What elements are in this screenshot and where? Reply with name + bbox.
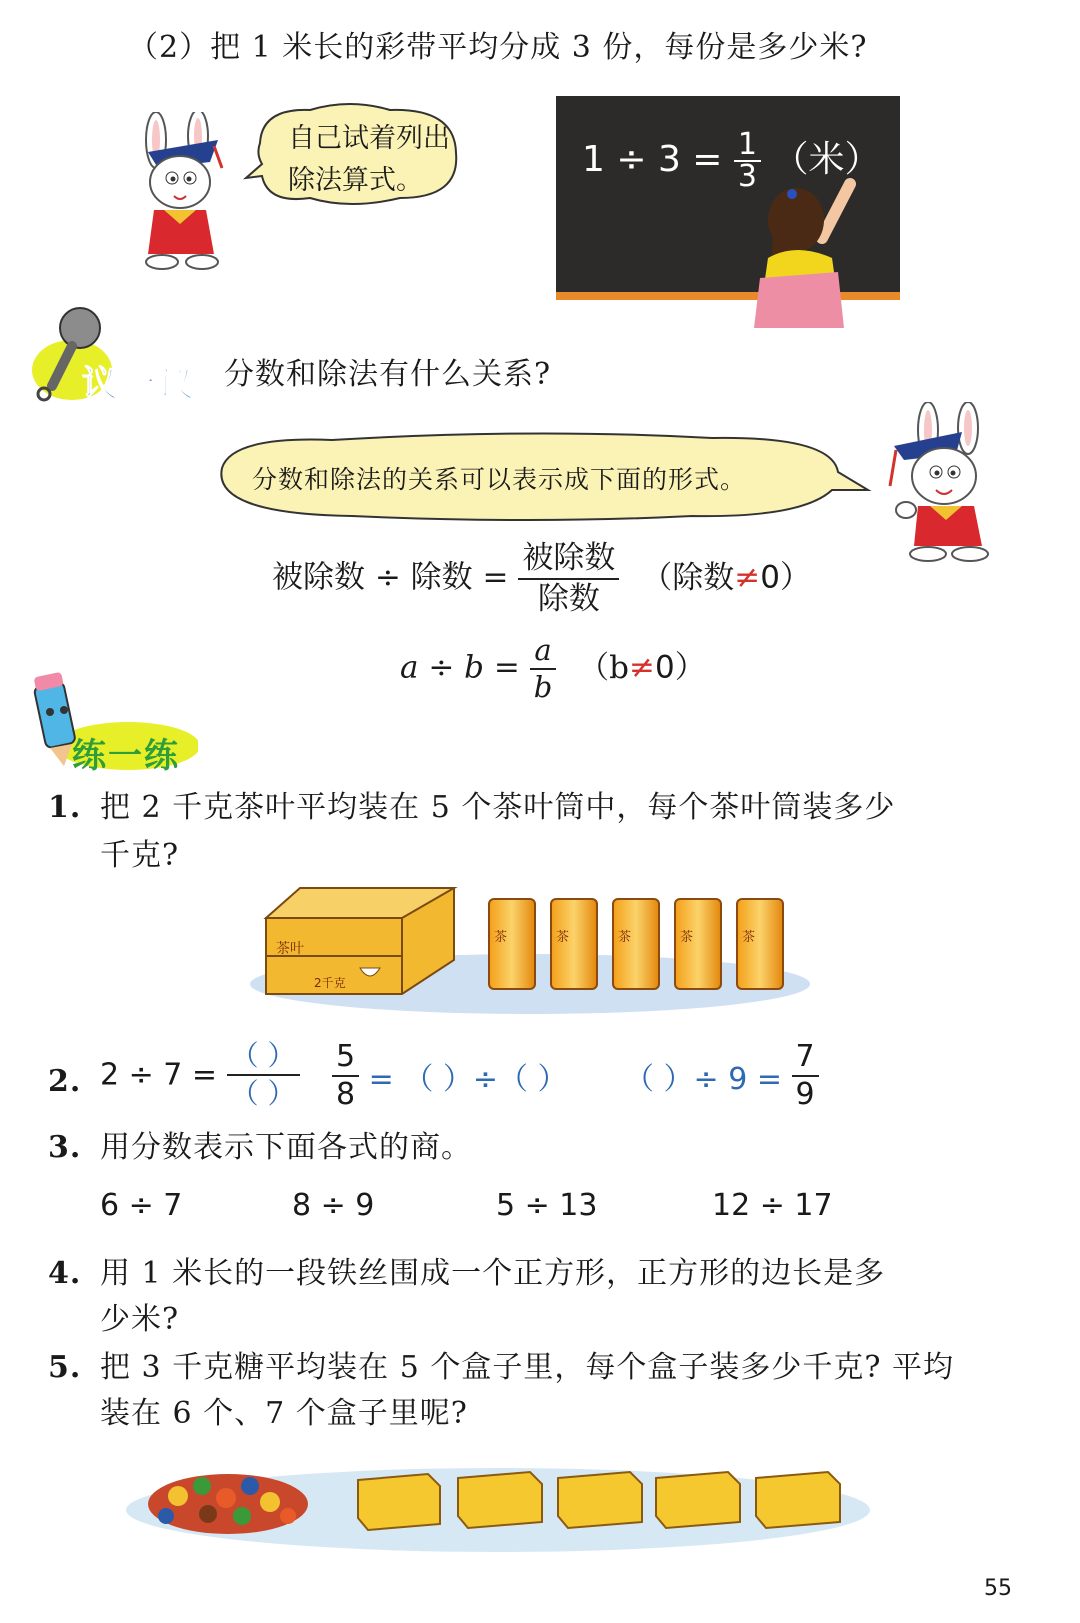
q5-number: 5. xyxy=(48,1350,82,1385)
formula-general xyxy=(272,540,811,617)
bubble-left-text xyxy=(288,118,450,202)
blackboard-unit: （米） xyxy=(772,139,881,180)
q4-line2: 少米? xyxy=(100,1302,180,1337)
formula2-condition: （b xyxy=(578,649,629,686)
tea-illustration xyxy=(230,860,830,1020)
q3-expression: 6 ÷ 7 xyxy=(100,1188,183,1223)
q5-line2: 装在 6 个、7 个盒子里呢? xyxy=(100,1396,468,1431)
formula2-condition-end: 0） xyxy=(654,649,706,686)
q2-b-rhs: = （ ）÷（ ） xyxy=(368,1062,568,1097)
q3-text: 用分数表示下面各式的商。 xyxy=(100,1130,472,1165)
tea-box-weight: 2千克 xyxy=(314,976,346,990)
discuss-question: 分数和除法有什么关系? xyxy=(224,357,552,392)
rabbit-pointing-illustration xyxy=(884,402,996,564)
formula2-neq: ≠ xyxy=(629,649,655,686)
discuss-badge xyxy=(22,300,212,404)
q4-number: 4. xyxy=(48,1256,82,1291)
blackboard-numerator: 1 xyxy=(734,130,761,162)
q2-item-c xyxy=(624,1039,819,1112)
formula1-condition-end: 0） xyxy=(760,559,811,596)
q3-expression: 12 ÷ 17 xyxy=(712,1188,833,1223)
bubble-left-line2: 除法算式。 xyxy=(288,165,423,196)
formula2-numerator: a xyxy=(530,636,557,670)
formula-letters xyxy=(400,633,706,704)
q3-expression: 5 ÷ 13 xyxy=(496,1188,598,1223)
q3-number: 3. xyxy=(48,1130,82,1165)
formula1-neq: ≠ xyxy=(734,559,761,596)
bubble-right-text: 分数和除法的关系可以表示成下面的形式。 xyxy=(252,465,747,494)
tea-can xyxy=(488,898,536,990)
tea-can xyxy=(550,898,598,990)
discuss-badge-label: 议一议 xyxy=(82,364,197,405)
q5-line1: 把 3 千克糖平均装在 5 个盒子里，每个盒子装多少千克? 平均 xyxy=(100,1350,954,1385)
q3-expression: 8 ÷ 9 xyxy=(292,1188,375,1223)
tea-can-label: 茶 xyxy=(742,930,756,945)
tea-box-label: 茶叶 xyxy=(276,941,304,957)
q1-number: 1. xyxy=(48,790,82,825)
tea-can-label: 茶 xyxy=(494,930,508,945)
q2-c-lhs: （ ）÷ 9 = xyxy=(624,1062,782,1097)
q1-line1: 把 2 千克茶叶平均装在 5 个茶叶筒中，每个茶叶筒装多少 xyxy=(100,790,896,825)
tea-can-label: 茶 xyxy=(680,930,694,945)
q2-c-numerator: 7 xyxy=(792,1042,819,1077)
tea-can-label: 茶 xyxy=(556,930,570,945)
formula1-condition: （除数 xyxy=(641,559,735,596)
rabbit-teacher-illustration xyxy=(118,112,230,270)
q2-b-numerator: 5 xyxy=(332,1042,359,1077)
candy-boxes-illustration xyxy=(118,1440,878,1560)
tea-can xyxy=(674,898,722,990)
page-number: 55 xyxy=(984,1576,1012,1601)
practice-badge-label: 练一练 xyxy=(72,736,180,776)
tea-can-label: 茶 xyxy=(618,930,632,945)
q2-a-blank-denominator: （ ） xyxy=(230,1077,296,1110)
q4-line1: 用 1 米长的一段铁丝围成一个正方形，正方形的边长是多 xyxy=(100,1256,886,1291)
blackboard-lhs: 1 ÷ 3 = xyxy=(582,139,723,180)
tea-can xyxy=(736,898,784,990)
q1-line2: 千克? xyxy=(100,838,180,873)
q2-b-denominator: 8 xyxy=(336,1077,356,1112)
blackboard-denominator: 3 xyxy=(737,159,758,194)
q2-a-lhs: 2 ÷ 7 = xyxy=(100,1057,218,1093)
formula1-numerator: 被除数 xyxy=(518,543,619,580)
q2-item-a xyxy=(100,1039,300,1110)
girl-writing-illustration xyxy=(752,168,872,328)
formula1-denominator: 除数 xyxy=(537,581,600,617)
q2-number: 2. xyxy=(48,1064,82,1099)
candy-pile-icon xyxy=(148,1474,308,1534)
formula2-denominator: b xyxy=(533,670,553,704)
practice-badge xyxy=(18,666,198,774)
bubble-left-line1: 自己试着列出 xyxy=(288,123,450,154)
formula1-lhs: 被除数 ÷ 除数 = xyxy=(272,559,509,596)
q2-a-blank-numerator: （ ） xyxy=(227,1042,300,1076)
tea-can xyxy=(612,898,660,990)
formula2-lhs: a ÷ b = xyxy=(400,649,520,686)
q2-c-denominator: 9 xyxy=(795,1077,815,1112)
q2-item-b xyxy=(332,1039,568,1112)
question-2: （2）把 1 米长的彩带平均分成 3 份，每份是多少米? xyxy=(128,30,868,65)
